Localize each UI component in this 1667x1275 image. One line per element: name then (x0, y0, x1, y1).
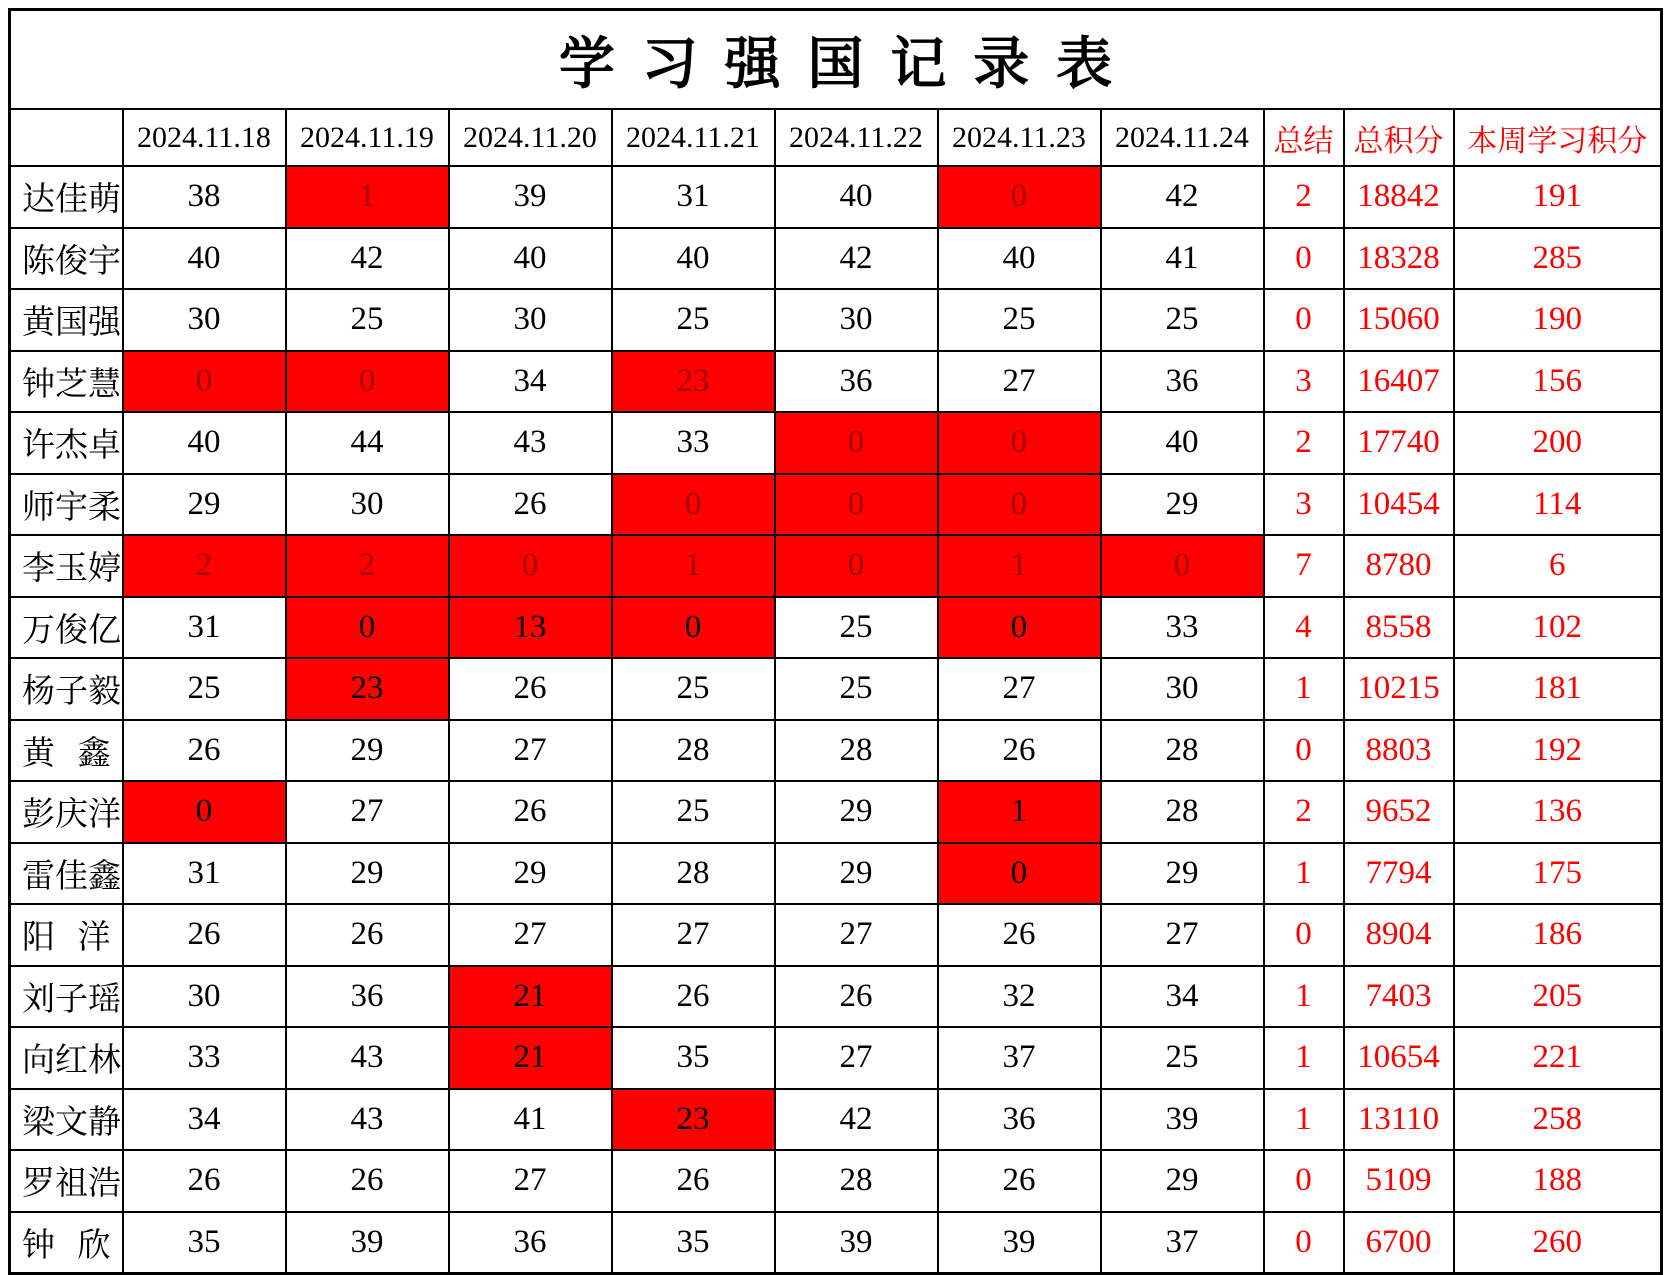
week-points-cell: 192 (1454, 720, 1662, 782)
summary-cell: 4 (1264, 597, 1344, 659)
score-cell: 40 (775, 166, 938, 228)
score-cell: 38 (123, 166, 286, 228)
score-cell: 43 (286, 1027, 449, 1089)
summary-cell: 2 (1264, 166, 1344, 228)
score-cell: 27 (775, 1027, 938, 1089)
total-points-cell: 8780 (1344, 535, 1454, 597)
score-cell: 41 (449, 1089, 612, 1151)
summary-cell: 0 (1264, 720, 1344, 782)
header-row (10, 109, 1662, 166)
score-cell: 33 (612, 412, 775, 474)
week-points-cell: 191 (1454, 166, 1662, 228)
week-points-cell: 188 (1454, 1150, 1662, 1212)
week-points-cell: 136 (1454, 781, 1662, 843)
total-points-cell: 8803 (1344, 720, 1454, 782)
score-cell: 32 (938, 966, 1101, 1028)
score-cell: 0 (938, 166, 1101, 228)
week-points-cell: 102 (1454, 597, 1662, 659)
total-points-cell: 16407 (1344, 351, 1454, 413)
score-cell: 27 (449, 904, 612, 966)
score-cell: 29 (123, 474, 286, 536)
score-cell: 1 (612, 535, 775, 597)
score-cell: 0 (775, 412, 938, 474)
score-cell: 27 (1101, 904, 1264, 966)
person-name: 钟芝慧 (10, 351, 123, 413)
score-cell: 40 (1101, 412, 1264, 474)
week-points-cell: 205 (1454, 966, 1662, 1028)
score-cell: 25 (612, 658, 775, 720)
score-cell: 28 (612, 843, 775, 905)
score-cell: 40 (449, 228, 612, 290)
score-cell: 43 (449, 412, 612, 474)
person-name: 达佳萌 (10, 166, 123, 228)
score-cell: 26 (612, 1150, 775, 1212)
total-points-cell: 13110 (1344, 1089, 1454, 1151)
score-cell: 42 (286, 228, 449, 290)
score-cell: 39 (938, 1212, 1101, 1274)
table-row (10, 966, 1662, 1028)
score-cell: 37 (1101, 1212, 1264, 1274)
person-name: 许杰卓 (10, 412, 123, 474)
total-points-cell: 5109 (1344, 1150, 1454, 1212)
score-cell: 0 (612, 474, 775, 536)
summary-cell: 0 (1264, 289, 1344, 351)
week-points-cell: 114 (1454, 474, 1662, 536)
summary-cell: 1 (1264, 1027, 1344, 1089)
person-name: 师宇柔 (10, 474, 123, 536)
score-cell: 30 (1101, 658, 1264, 720)
total-points-cell: 7403 (1344, 966, 1454, 1028)
table-row (10, 351, 1662, 413)
summary-header: 本周学习积分 (1454, 109, 1662, 166)
person-name: 黄国强 (10, 289, 123, 351)
score-cell: 0 (938, 597, 1101, 659)
score-cell: 42 (775, 228, 938, 290)
score-cell: 13 (449, 597, 612, 659)
person-name: 钟欣 (10, 1212, 123, 1274)
summary-cell: 1 (1264, 658, 1344, 720)
title-row (10, 10, 1662, 110)
table-row (10, 720, 1662, 782)
score-cell: 29 (1101, 1150, 1264, 1212)
score-cell: 29 (775, 843, 938, 905)
score-cell: 35 (123, 1212, 286, 1274)
person-name: 雷佳鑫 (10, 843, 123, 905)
week-points-cell: 181 (1454, 658, 1662, 720)
score-cell: 26 (775, 966, 938, 1028)
score-cell: 42 (1101, 166, 1264, 228)
score-cell: 40 (938, 228, 1101, 290)
score-cell: 26 (123, 720, 286, 782)
score-cell: 44 (286, 412, 449, 474)
score-cell: 21 (449, 1027, 612, 1089)
score-cell: 36 (1101, 351, 1264, 413)
score-cell: 2 (123, 535, 286, 597)
score-cell: 29 (286, 720, 449, 782)
score-cell: 25 (1101, 1027, 1264, 1089)
score-cell: 23 (612, 351, 775, 413)
score-cell: 25 (775, 658, 938, 720)
week-points-cell: 221 (1454, 1027, 1662, 1089)
score-cell: 25 (123, 658, 286, 720)
score-cell: 26 (938, 1150, 1101, 1212)
score-cell: 26 (449, 658, 612, 720)
person-name: 李玉婷 (10, 535, 123, 597)
table-row (10, 658, 1662, 720)
score-cell: 0 (286, 597, 449, 659)
score-cell: 40 (123, 412, 286, 474)
score-cell: 0 (938, 474, 1101, 536)
score-cell: 21 (449, 966, 612, 1028)
person-name: 罗祖浩 (10, 1150, 123, 1212)
score-cell: 27 (449, 1150, 612, 1212)
score-cell: 42 (775, 1089, 938, 1151)
week-points-cell: 186 (1454, 904, 1662, 966)
total-points-cell: 10654 (1344, 1027, 1454, 1089)
score-cell: 40 (123, 228, 286, 290)
table-row (10, 1212, 1662, 1274)
score-cell: 29 (449, 843, 612, 905)
corner-cell (10, 109, 123, 166)
week-points-cell: 285 (1454, 228, 1662, 290)
score-cell: 31 (123, 597, 286, 659)
summary-cell: 0 (1264, 1212, 1344, 1274)
score-cell: 43 (286, 1089, 449, 1151)
score-cell: 25 (612, 289, 775, 351)
date-header: 2024.11.19 (286, 109, 449, 166)
summary-cell: 1 (1264, 843, 1344, 905)
summary-cell: 1 (1264, 966, 1344, 1028)
score-cell: 25 (938, 289, 1101, 351)
summary-cell: 1 (1264, 1089, 1344, 1151)
week-points-cell: 175 (1454, 843, 1662, 905)
score-cell: 26 (286, 1150, 449, 1212)
record-table (8, 8, 1663, 1275)
score-cell: 1 (286, 166, 449, 228)
date-header: 2024.11.18 (123, 109, 286, 166)
week-points-cell: 260 (1454, 1212, 1662, 1274)
score-cell: 1 (938, 781, 1101, 843)
score-cell: 29 (775, 781, 938, 843)
table-row (10, 1089, 1662, 1151)
score-cell: 28 (775, 720, 938, 782)
score-cell: 25 (775, 597, 938, 659)
score-cell: 27 (449, 720, 612, 782)
total-points-cell: 9652 (1344, 781, 1454, 843)
score-cell: 33 (1101, 597, 1264, 659)
score-cell: 36 (286, 966, 449, 1028)
score-cell: 36 (938, 1089, 1101, 1151)
score-cell: 0 (123, 351, 286, 413)
table-row (10, 412, 1662, 474)
score-cell: 31 (123, 843, 286, 905)
summary-cell: 2 (1264, 412, 1344, 474)
score-cell: 39 (286, 1212, 449, 1274)
summary-cell: 7 (1264, 535, 1344, 597)
score-cell: 26 (938, 720, 1101, 782)
table-row (10, 781, 1662, 843)
score-cell: 0 (775, 474, 938, 536)
person-name: 黄鑫 (10, 720, 123, 782)
score-cell: 39 (1101, 1089, 1264, 1151)
score-cell: 28 (775, 1150, 938, 1212)
total-points-cell: 17740 (1344, 412, 1454, 474)
score-cell: 34 (1101, 966, 1264, 1028)
total-points-cell: 10215 (1344, 658, 1454, 720)
score-cell: 30 (286, 474, 449, 536)
score-cell: 0 (938, 843, 1101, 905)
person-name: 陈俊宇 (10, 228, 123, 290)
date-header: 2024.11.23 (938, 109, 1101, 166)
score-cell: 25 (1101, 289, 1264, 351)
score-cell: 23 (612, 1089, 775, 1151)
person-name: 向红林 (10, 1027, 123, 1089)
score-cell: 25 (286, 289, 449, 351)
table-row (10, 535, 1662, 597)
total-points-cell: 7794 (1344, 843, 1454, 905)
score-cell: 27 (612, 904, 775, 966)
score-cell: 26 (449, 474, 612, 536)
score-cell: 25 (612, 781, 775, 843)
summary-cell: 3 (1264, 351, 1344, 413)
score-cell: 30 (775, 289, 938, 351)
week-points-cell: 156 (1454, 351, 1662, 413)
table-row (10, 228, 1662, 290)
score-cell: 39 (775, 1212, 938, 1274)
score-cell: 1 (938, 535, 1101, 597)
score-cell: 41 (1101, 228, 1264, 290)
total-points-cell: 18328 (1344, 228, 1454, 290)
score-cell: 26 (123, 904, 286, 966)
score-cell: 0 (1101, 535, 1264, 597)
score-cell: 0 (449, 535, 612, 597)
score-cell: 34 (123, 1089, 286, 1151)
total-points-cell: 6700 (1344, 1212, 1454, 1274)
person-name: 杨子毅 (10, 658, 123, 720)
score-cell: 29 (286, 843, 449, 905)
table-row (10, 289, 1662, 351)
week-points-cell: 190 (1454, 289, 1662, 351)
score-cell: 37 (938, 1027, 1101, 1089)
summary-header: 总积分 (1344, 109, 1454, 166)
person-name: 阳洋 (10, 904, 123, 966)
score-cell: 35 (612, 1212, 775, 1274)
score-cell: 0 (612, 597, 775, 659)
person-name: 彭庆洋 (10, 781, 123, 843)
score-cell: 36 (449, 1212, 612, 1274)
score-cell: 34 (449, 351, 612, 413)
score-cell: 26 (449, 781, 612, 843)
date-header: 2024.11.20 (449, 109, 612, 166)
score-cell: 30 (123, 289, 286, 351)
score-cell: 29 (1101, 843, 1264, 905)
date-header: 2024.11.21 (612, 109, 775, 166)
score-cell: 0 (286, 351, 449, 413)
score-cell: 26 (123, 1150, 286, 1212)
score-cell: 27 (286, 781, 449, 843)
score-cell: 0 (938, 412, 1101, 474)
person-name: 刘子瑶 (10, 966, 123, 1028)
score-cell: 0 (123, 781, 286, 843)
score-cell: 30 (449, 289, 612, 351)
table-row (10, 1150, 1662, 1212)
summary-header: 总结 (1264, 109, 1344, 166)
score-cell: 39 (449, 166, 612, 228)
week-points-cell: 258 (1454, 1089, 1662, 1151)
score-cell: 23 (286, 658, 449, 720)
score-cell: 40 (612, 228, 775, 290)
table-row (10, 1027, 1662, 1089)
score-cell: 26 (938, 904, 1101, 966)
score-cell: 2 (286, 535, 449, 597)
score-cell: 0 (775, 535, 938, 597)
person-name: 梁文静 (10, 1089, 123, 1151)
week-points-cell: 200 (1454, 412, 1662, 474)
person-name: 万俊亿 (10, 597, 123, 659)
summary-cell: 3 (1264, 474, 1344, 536)
page-title: 学习强国记录表 (10, 10, 1662, 110)
summary-cell: 0 (1264, 1150, 1344, 1212)
score-cell: 28 (1101, 781, 1264, 843)
summary-cell: 2 (1264, 781, 1344, 843)
score-cell: 30 (123, 966, 286, 1028)
table-row (10, 166, 1662, 228)
total-points-cell: 8558 (1344, 597, 1454, 659)
record-sheet (8, 8, 1660, 1275)
score-cell: 27 (775, 904, 938, 966)
date-header: 2024.11.22 (775, 109, 938, 166)
week-points-cell: 6 (1454, 535, 1662, 597)
score-cell: 28 (612, 720, 775, 782)
score-cell: 26 (612, 966, 775, 1028)
score-cell: 26 (286, 904, 449, 966)
score-cell: 28 (1101, 720, 1264, 782)
total-points-cell: 18842 (1344, 166, 1454, 228)
total-points-cell: 10454 (1344, 474, 1454, 536)
date-header: 2024.11.24 (1101, 109, 1264, 166)
summary-cell: 0 (1264, 904, 1344, 966)
score-cell: 27 (938, 658, 1101, 720)
score-cell: 31 (612, 166, 775, 228)
table-row (10, 904, 1662, 966)
score-cell: 35 (612, 1027, 775, 1089)
table-row (10, 597, 1662, 659)
score-cell: 36 (775, 351, 938, 413)
total-points-cell: 8904 (1344, 904, 1454, 966)
score-cell: 33 (123, 1027, 286, 1089)
table-row (10, 474, 1662, 536)
summary-cell: 0 (1264, 228, 1344, 290)
table-row (10, 843, 1662, 905)
score-cell: 27 (938, 351, 1101, 413)
total-points-cell: 15060 (1344, 289, 1454, 351)
score-cell: 29 (1101, 474, 1264, 536)
